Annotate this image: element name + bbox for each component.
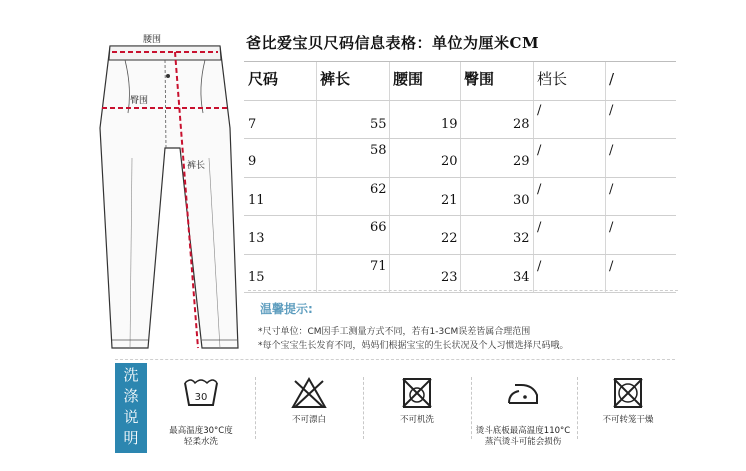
cell-waist: 19 xyxy=(441,116,458,132)
header-size: 尺码 xyxy=(248,70,279,88)
cell-waist: 23 xyxy=(441,269,458,285)
waist-label: 腰围 xyxy=(143,35,162,45)
cell-waist: 21 xyxy=(441,192,458,208)
table-title: 爸比爱宝贝尺码信息表格：单位为厘米CM xyxy=(246,34,540,52)
cell-extra: / xyxy=(609,220,614,235)
table-row xyxy=(244,139,676,178)
cell-crotch: / xyxy=(537,102,542,118)
cell-size: 11 xyxy=(248,192,265,208)
table-row xyxy=(244,178,676,217)
care-instructions xyxy=(115,363,675,453)
tips-title: 温馨提示: xyxy=(260,302,313,316)
cell-size: 15 xyxy=(248,269,265,285)
cell-waist: 20 xyxy=(441,154,458,169)
care-label-no-bleach: 不可漂白 xyxy=(291,415,326,425)
no-machine-wash-icon xyxy=(397,375,437,411)
svg-text:30: 30 xyxy=(194,392,208,403)
care-item-iron xyxy=(473,363,573,453)
cell-hip: 34 xyxy=(513,269,530,285)
care-label-wash30: 最高温度30°C度 轻柔水洗 xyxy=(169,426,233,447)
cell-extra: / xyxy=(609,181,614,197)
table-row xyxy=(244,216,676,255)
care-label-no-machine-wash: 不可机洗 xyxy=(399,415,434,425)
care-item-no-machine-wash xyxy=(367,363,467,453)
cell-hip: 28 xyxy=(513,116,530,132)
care-label-iron: 烫斗底板最高温度110°C 蒸汽烫斗可能会损伤 xyxy=(475,426,571,447)
tip-line-2: *每个宝宝生长发育不同，妈妈们根据宝宝的生长状况及个人习惯选择尺码哦。 xyxy=(258,341,569,351)
cell-extra: / xyxy=(609,258,614,274)
cell-extra: / xyxy=(609,102,614,118)
table-header-row xyxy=(244,62,676,101)
cell-hip: 32 xyxy=(513,231,530,246)
cell-length: 62 xyxy=(370,181,387,197)
wash-30-icon xyxy=(181,375,221,411)
cell-hip: 30 xyxy=(513,192,530,208)
tip-line-1: *尺寸单位：CM因手工测量方式不同，若有1-3CM误差皆属合理范围 xyxy=(258,327,531,337)
cell-length: 71 xyxy=(370,258,387,274)
cell-length: 58 xyxy=(370,143,387,158)
trousers-measurement-diagram xyxy=(70,8,250,363)
care-side-label: 洗 涤 说 明 xyxy=(115,363,147,453)
cell-extra: / xyxy=(609,143,614,158)
size-grid xyxy=(244,61,676,293)
header-length: 裤长 xyxy=(320,70,351,88)
cell-size: 13 xyxy=(248,231,265,246)
no-tumble-dry-icon xyxy=(608,375,648,411)
iron-110-icon xyxy=(503,375,543,411)
cell-waist: 22 xyxy=(441,231,458,246)
no-bleach-icon xyxy=(289,375,329,411)
cell-crotch: / xyxy=(537,143,542,158)
cell-length: 66 xyxy=(370,220,387,235)
table-row xyxy=(244,255,676,294)
hip-label: 臀围 xyxy=(130,96,149,106)
header-hip: 臀围 xyxy=(464,70,495,88)
header-extra: / xyxy=(609,70,615,88)
cell-crotch: / xyxy=(537,220,542,235)
header-crotch: 档长 xyxy=(537,70,568,88)
cell-length: 55 xyxy=(370,116,387,132)
cell-size: 9 xyxy=(248,154,257,169)
length-label: 裤长 xyxy=(187,161,206,171)
table-row xyxy=(244,101,676,140)
header-waist: 腰围 xyxy=(393,70,424,88)
care-item-no-tumble-dry xyxy=(581,363,675,453)
cell-crotch: / xyxy=(537,181,542,197)
cell-crotch: / xyxy=(537,258,542,274)
trousers-drawing xyxy=(70,8,250,363)
care-item-wash30 xyxy=(151,363,251,453)
cell-hip: 29 xyxy=(513,154,530,169)
care-item-no-bleach xyxy=(259,363,359,453)
care-label-no-tumble-dry: 不可转笼干燥 xyxy=(602,415,654,425)
cell-size: 7 xyxy=(248,116,257,132)
